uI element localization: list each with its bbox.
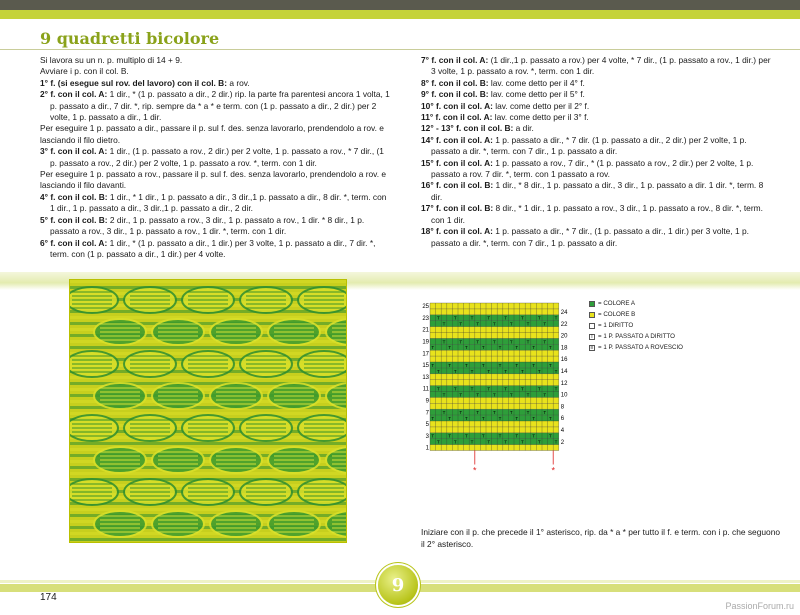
chart-symbol: T [476, 321, 479, 327]
swatch-stripe [70, 280, 346, 283]
instruction-row-label: 1° f. (si esegue sul rov. del lavoro) con il col. B: [40, 77, 228, 88]
chart-symbol: T [476, 410, 479, 416]
instruction-row [40, 169, 390, 192]
chart-symbol: T [448, 345, 451, 351]
chart-symbol: T [487, 315, 491, 321]
chart-row-number: 8 [560, 404, 565, 411]
chart-symbol: T [453, 315, 457, 321]
instruction-row [421, 180, 771, 203]
instruction-row [421, 226, 771, 249]
chart-symbol: T [437, 439, 440, 445]
chart-symbol: T [487, 439, 491, 445]
chart-symbol: T [543, 410, 547, 416]
instruction-row-text: 1 p. passato a rov., 7 dir., * (1 p. passato a rov., 2 dir.) per 2 volte, 1 p. passato a rov. 7 dir. *, term. con 1 passato a rov. [431, 157, 754, 180]
instruction-row-text: lav. come detto per il 3° f. [492, 112, 589, 123]
chart-symbol: T [509, 339, 513, 345]
instruction-row-label: 6° f. con il col. A: [40, 237, 108, 248]
chart-symbol: T [476, 392, 479, 398]
instruction-row-text: 1 dir., * 8 dir., 1 p. passato a dir., 3 dir., 1 p. passato a dir. 1 dir. *, term. 8 dir. [431, 180, 764, 202]
chart-symbol: T [431, 362, 435, 368]
legend-item [589, 298, 683, 309]
chart-row-number: 19 [422, 339, 429, 346]
chart-symbol: T [448, 433, 451, 439]
chart-symbol: T [437, 386, 440, 392]
chart-row-number: 25 [422, 304, 429, 311]
instruction-row-label: 16° f. con il col. B: [421, 180, 494, 191]
chart-symbol: T [526, 339, 530, 345]
chart-row [430, 421, 559, 427]
chart-symbol: T [442, 392, 446, 398]
chart-symbol: T [431, 416, 435, 421]
instruction-row-label: 17° f. con il col. B: [421, 203, 494, 214]
page-title: 9 quadretti bicolore [40, 29, 220, 48]
legend-swatch [589, 323, 595, 329]
knit-swatch-illustration [70, 280, 346, 542]
instruction-row [421, 78, 771, 89]
chart-symbol: T [465, 433, 468, 439]
chart-symbol: T [515, 362, 519, 368]
legend-item [589, 331, 683, 342]
chart-symbol: T [532, 433, 535, 439]
chart-symbol: T [498, 345, 502, 351]
instruction-row-text: 1 dir., * (1 p. passato a dir., 2 dir.) rip. la parte fra parentesi ancora 1 volta, 1 p. passato a dir., 7 dir. *, rip. sempre da * a * e term. con (1 p. passato a dir., 2 dir.) per 2 volte, 1 p. passato a dir., 1 dir. [50, 89, 390, 123]
instruction-row-label: 12° - 13° f. con il col. B: [421, 123, 514, 134]
chart-symbol: T [537, 315, 541, 321]
chart-row [430, 427, 559, 433]
chart-symbol: T [470, 439, 474, 445]
title-rule [0, 49, 800, 50]
chart-symbol: T [521, 386, 524, 392]
chart-symbol: T [549, 416, 552, 421]
instruction-row [421, 158, 771, 181]
instruction-row [40, 215, 390, 238]
chart-row-number: 11 [422, 386, 429, 393]
chart-symbol: T [498, 433, 502, 439]
chart-symbol: T [459, 392, 463, 398]
chart-row-number: 4 [560, 428, 565, 434]
chart-symbol: T [431, 345, 435, 351]
chart-row-number: 1 [425, 445, 429, 452]
instruction-row-text: Avviare i p. con il col. B. [40, 66, 129, 77]
chart-row-number: 24 [560, 310, 568, 316]
chart-symbol: T [549, 433, 552, 439]
instruction-row [421, 55, 771, 78]
chart-row [430, 445, 559, 451]
chart-symbol: T [532, 416, 535, 421]
chart-row-number: 12 [560, 380, 568, 387]
legend-item [589, 309, 683, 320]
instruction-row [421, 123, 771, 134]
chart-symbol: T [493, 339, 496, 345]
swatch-stripe [70, 508, 346, 511]
chart-row-number: 22 [560, 321, 568, 328]
instruction-row [40, 238, 390, 261]
chart-row-number: 21 [422, 327, 429, 334]
chart-symbol: T [453, 368, 457, 374]
chart-row-number: 7 [425, 410, 429, 417]
chart-symbol: T [509, 410, 513, 416]
chart-row-number: 23 [422, 315, 429, 322]
chart-symbol: T [509, 321, 513, 327]
legend-swatch: I [589, 334, 595, 340]
chart-row-number: 13 [422, 374, 429, 381]
top-bar-accent [0, 10, 800, 19]
instruction-row-text: Per eseguire 1 p. passato a rov., passare il p. sul f. des. senza lavorarlo, prendendolo a rov. e lasciando il filo davanti. [40, 169, 387, 191]
legend-swatch [589, 312, 595, 318]
chart-symbol: T [476, 339, 479, 345]
watermark: PassionForum.ru [725, 601, 794, 611]
instruction-row-label: 4° f. con il col. B: [40, 191, 108, 202]
chart-symbol: T [493, 410, 496, 416]
chart-row [430, 327, 559, 333]
instruction-row-label: 14° f. con il col. A: [421, 134, 493, 145]
chart-row-number: 14 [560, 369, 568, 375]
top-bar [0, 0, 800, 19]
chart-symbol: T [470, 368, 474, 374]
instructions-right-column [421, 55, 771, 249]
chart-row-number: 18 [560, 345, 568, 352]
instruction-row-text: lav. come detto per il 5° f. [488, 89, 585, 100]
instruction-row [421, 112, 771, 123]
chart-symbol: T [521, 368, 524, 374]
chart-note: Iniziare con il p. che precede il 1° asterisco, rip. da * a * per tutto il f. e term. con i p. che seguono il 2° asterisco. [421, 527, 781, 549]
instruction-row [40, 146, 390, 169]
chart-symbol: T [549, 345, 552, 351]
instruction-row-text: lav. come detto per il 2° f. [492, 100, 590, 111]
chart-symbol: T [554, 368, 558, 374]
instruction-row-label: 5° f. con il col. B: [40, 214, 108, 225]
chart-symbol: T [437, 368, 440, 374]
chart-symbol: T [549, 362, 552, 368]
chart-symbol: T [537, 368, 541, 374]
chart-symbol: T [437, 315, 440, 321]
instructions-left-column [40, 55, 390, 260]
instruction-row [421, 89, 771, 100]
instruction-row-text: 8 dir., * 1 dir., 1 p. passato a rov., 3 dir., 1 p. passato a rov., 8 dir. *, term. con 1 dir. [431, 203, 763, 225]
chart-row-number: 2 [560, 439, 565, 446]
chapter-badge: 9 [378, 565, 418, 605]
instruction-row-label: 2° f. con il col. A: [40, 89, 108, 100]
chart-symbol: T [554, 315, 558, 321]
chart-symbol: T [532, 345, 535, 351]
chart-symbol: T [537, 386, 541, 392]
swatch-stripe [70, 442, 346, 445]
chart-row-number: 15 [422, 363, 429, 370]
instruction-row-text: (1 dir.,1 p. passato a rov.) per 4 volte, * 7 dir., (1 p. passato a rov., 1 dir.) per 3 volte, 1 p. passato a rov. *, term. con 1 dir. [431, 55, 771, 77]
instruction-row [40, 192, 390, 215]
swatch-stripe [70, 538, 346, 541]
chart-symbol: T [509, 392, 513, 398]
instruction-row [421, 203, 771, 226]
chart-symbol: T [470, 386, 474, 392]
chart-symbol: T [493, 392, 496, 398]
instruction-row-label: 7° f. con il col. A: [421, 55, 489, 65]
chart-row [430, 333, 559, 339]
chart-row-number: 17 [422, 351, 429, 358]
chart-row-number: 10 [560, 392, 568, 399]
chart-symbol: T [543, 392, 547, 398]
chart-symbol: T [498, 416, 502, 421]
instruction-row [40, 55, 390, 66]
chart-row-number: 6 [560, 416, 565, 423]
chart-symbol: T [521, 315, 524, 321]
chart-symbol: T [521, 439, 524, 445]
instruction-row-text: 1 p. passato a dir., * 7 dir. (1 p. passato a dir., 2 dir.) per 2 volte, 1 p. passato a dir. *, term. con 7 dir., 1 p. passato a dir. [431, 134, 747, 157]
legend-label: = COLORE A [598, 300, 635, 307]
knit-swatch-photo [70, 280, 346, 542]
instruction-row [421, 135, 771, 158]
instruction-row-label: 8° f. con il col. B: [421, 77, 489, 88]
chart-symbol: T [481, 362, 485, 368]
chart-symbol: T [526, 392, 530, 398]
chart-symbol: T [554, 386, 558, 392]
chart-symbol: T [554, 439, 558, 445]
chart-symbol: T [453, 439, 457, 445]
instruction-row-text: Si lavora su un n. p. multiplo di 14 + 9. [40, 55, 183, 65]
chart-symbol: T [442, 321, 446, 327]
instruction-row [40, 89, 390, 123]
swatch-stripe [70, 316, 346, 319]
chart-symbol: T [493, 321, 496, 327]
chart-row-number: 20 [560, 333, 568, 340]
chart-symbol: T [526, 410, 530, 416]
instruction-row-label: 9° f. con il col. B: [421, 89, 489, 100]
instruction-row [421, 101, 771, 112]
chart-symbol: T [431, 433, 435, 439]
chart-symbol: T [465, 362, 468, 368]
legend-label: = 1 DIRITTO [598, 322, 634, 329]
chart-symbol: T [543, 339, 547, 345]
legend-item [589, 342, 683, 353]
chart-symbol: T [481, 433, 485, 439]
chart-symbol: T [442, 339, 446, 345]
chart-row [430, 309, 559, 315]
instruction-row-text: 1 dir., * (1 p. passato a dir., 1 dir.) per 3 volte, 1 p. passato a dir., 7 dir. *, term. con (1 p. passato a dir., 1 dir.) per 4 volte. [50, 237, 376, 259]
swatch-stripe [70, 346, 346, 349]
chart-symbol: T [526, 321, 530, 327]
chart-symbol: T [442, 410, 446, 416]
instruction-row [40, 66, 390, 77]
stitch-chart [418, 300, 588, 485]
instruction-row-label: 3° f. con il col. A: [40, 146, 108, 157]
legend-swatch [589, 301, 595, 307]
chart-row [430, 397, 559, 403]
instruction-row [40, 78, 390, 89]
instruction-row-text: lav. come detto per il 4° f. [488, 77, 585, 88]
chart-symbol: T [504, 368, 507, 374]
chart-row [430, 350, 559, 356]
chart-row [430, 374, 559, 380]
instruction-row-text: a rov. [227, 77, 250, 88]
instruction-row-label: 11° f. con il col. A: [421, 112, 493, 123]
instruction-row [40, 123, 390, 146]
page-number: 174 [40, 592, 57, 603]
chart-symbol: T [515, 345, 519, 351]
chart-symbol: T [465, 416, 468, 421]
chart-row-number: 3 [425, 433, 429, 440]
legend-label: = COLORE B [598, 311, 636, 318]
chart-symbol: T [504, 439, 507, 445]
instruction-row-text: 2 dir., 1 p. passato a rov., 3 dir., 1 p. passato a rov., 1 dir. * 8 dir., 1 p. passato a rov., 3 dir., 1 p. passato a rov., 1 dir. *, term. con 1 dir. [50, 214, 365, 237]
stitch-chart-grid [418, 300, 588, 480]
instruction-row-text: a dir. [513, 123, 534, 134]
chart-symbol: T [515, 433, 519, 439]
chart-symbol: T [487, 368, 491, 374]
legend-label: = 1 P. PASSATO A DIRITTO [598, 333, 675, 340]
chart-symbol: T [504, 315, 507, 321]
chart-symbol: T [448, 416, 451, 421]
chart-row-number: 9 [425, 398, 429, 405]
chart-symbol: T [459, 339, 463, 345]
repeat-asterisk: * [473, 465, 477, 476]
instruction-row-label: 15° f. con il col. A: [421, 157, 493, 168]
chart-row-number: 16 [560, 357, 568, 364]
chart-row [430, 356, 559, 362]
chart-symbol: T [481, 345, 485, 351]
chart-symbol: T [532, 362, 535, 368]
legend-item [589, 320, 683, 331]
instruction-row-label: 18° f. con il col. A: [421, 226, 493, 237]
chart-row [430, 303, 559, 309]
legend-label: = 1 P. PASSATO A ROVESCIO [598, 344, 683, 351]
chart-symbol: T [481, 416, 485, 421]
chart-symbol: T [470, 315, 474, 321]
chart-symbol: T [459, 410, 463, 416]
chart-symbol: T [448, 362, 451, 368]
chart-symbol: T [459, 321, 463, 327]
chart-symbol: T [465, 345, 468, 351]
chart-symbol: T [537, 439, 541, 445]
chart-row [430, 380, 559, 386]
legend-swatch: ≡ [590, 344, 594, 351]
instruction-row-text: 1 dir., (1 p. passato a rov., 2 dir.) per 2 volte, 1 p. passato a rov., * 7 dir., (1 p. passato a rov., 2 dir.) per 2 volte, 1 p. passato a rov. *, term. con 1 dir. [50, 146, 384, 168]
chart-row-number: 5 [425, 422, 429, 429]
chart-symbol: T [498, 362, 502, 368]
instruction-row-text: 1 dir., * 1 dir., 1 p. passato a dir., 3 dir.,1 p. passato a dir., 8 dir. *, term. con 1 dir., 1 p. passato a dir., 3 dir.,1 p. passato a dir., 2 dir. [50, 191, 387, 214]
instruction-row-text: 1 p. passato a dir., * 7 dir., (1 p. passato a dir., 1 dir.) per 3 volte, 1 p. passato a dir. *, term. con 7 dir., 1 p. passato a dir. [431, 226, 749, 248]
instruction-row-text: Per eseguire 1 p. passato a dir., passare il p. sul f. des. senza lavorarlo, prendendolo a rov. e lasciando il filo dietro. [40, 123, 384, 145]
chart-symbol: T [453, 386, 457, 392]
chart-legend [589, 298, 683, 353]
instruction-row-label: 10° f. con il col. A: [421, 100, 493, 111]
chart-symbol: T [543, 321, 547, 327]
chart-row [430, 403, 559, 409]
chart-symbol: T [487, 386, 491, 392]
chart-symbol: T [515, 416, 519, 421]
repeat-asterisk: * [551, 465, 555, 476]
chart-symbol: T [504, 386, 507, 392]
